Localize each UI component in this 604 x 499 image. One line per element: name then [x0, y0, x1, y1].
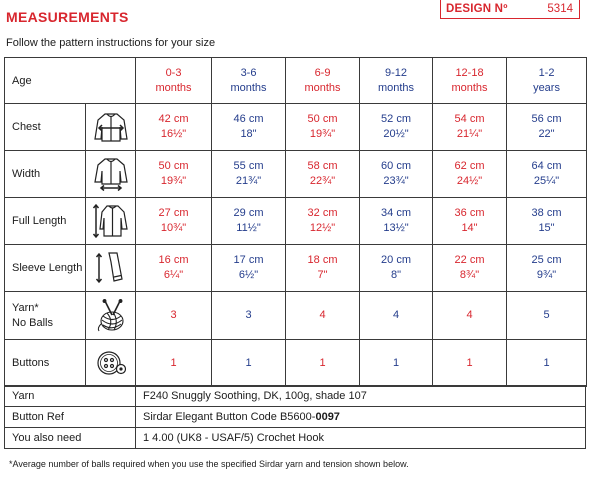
value-cell: 32 cm 12½" — [286, 198, 360, 245]
value-cell: 25 cm 9¾" — [507, 245, 587, 292]
value-cell: 60 cm 23¾" — [360, 151, 433, 198]
design-number: 5314 — [547, 3, 573, 15]
design-number-box — [440, 0, 580, 19]
value-cell: 22 cm 8¾" — [433, 245, 507, 292]
row-label: You also need — [5, 428, 136, 449]
row-value: Sirdar Elegant Button Code B5600-0097 — [136, 407, 586, 428]
subtitle: Follow the pattern instructions for your size — [6, 37, 216, 49]
value-cell: 50 cm 19¾" — [136, 151, 212, 198]
value-cell: 36 cm 14" — [433, 198, 507, 245]
size-header: 3-6 months — [212, 58, 286, 104]
value-cell: 1 — [286, 340, 360, 387]
row-label: Yarn* No Balls — [5, 292, 86, 340]
yarn-balls-row — [5, 292, 587, 340]
value-cell: 50 cm 19¾" — [286, 104, 360, 151]
size-header: 0-3 months — [136, 58, 212, 104]
sleeve-length-row — [5, 245, 587, 292]
yarn-ball-icon — [86, 292, 136, 340]
value-cell: 52 cm 20½" — [360, 104, 433, 151]
value-cell: 27 cm 10¾" — [136, 198, 212, 245]
value-cell: 1 — [212, 340, 286, 387]
row-value: F240 Snuggly Soothing, DK, 100g, shade 107 — [136, 386, 586, 407]
row-label: Sleeve Length — [5, 245, 86, 292]
jacket-width-icon — [86, 151, 136, 198]
value-cell: 1 — [433, 340, 507, 387]
buttons-row — [5, 340, 587, 387]
age-label: Age — [5, 58, 136, 104]
row-label: Full Length — [5, 198, 86, 245]
materials-table — [4, 385, 586, 449]
value-cell: 29 cm 11½" — [212, 198, 286, 245]
value-cell: 4 — [433, 292, 507, 340]
row-label: Button Ref — [5, 407, 136, 428]
row-label: Width — [5, 151, 86, 198]
button-ref-row — [5, 407, 586, 428]
sleeve-length-icon — [86, 245, 136, 292]
row-label: Yarn — [5, 386, 136, 407]
value-cell: 55 cm 21¾" — [212, 151, 286, 198]
value-cell: 4 — [360, 292, 433, 340]
value-cell: 3 — [136, 292, 212, 340]
age-row — [5, 58, 587, 104]
value-cell: 62 cm 24½" — [433, 151, 507, 198]
jacket-chest-icon — [86, 104, 136, 151]
row-value: 1 4.00 (UK8 - USAF/5) Crochet Hook — [136, 428, 586, 449]
jacket-length-icon — [86, 198, 136, 245]
value-cell: 1 — [507, 340, 587, 387]
value-cell: 46 cm 18" — [212, 104, 286, 151]
value-cell: 16 cm 6¼" — [136, 245, 212, 292]
value-cell: 5 — [507, 292, 587, 340]
value-cell: 56 cm 22" — [507, 104, 587, 151]
value-cell: 1 — [360, 340, 433, 387]
footnote: *Average number of balls required when you use the specified Sirdar yarn and tension shown below. — [9, 459, 409, 469]
value-cell: 18 cm 7" — [286, 245, 360, 292]
value-cell: 54 cm 21¼" — [433, 104, 507, 151]
size-header: 12-18 months — [433, 58, 507, 104]
full-length-row — [5, 198, 587, 245]
measurements-table — [4, 57, 587, 387]
value-cell: 3 — [212, 292, 286, 340]
value-cell: 58 cm 22¾" — [286, 151, 360, 198]
size-header: 9-12 months — [360, 58, 433, 104]
size-header: 6-9 months — [286, 58, 360, 104]
value-cell: 1 — [136, 340, 212, 387]
value-cell: 20 cm 8" — [360, 245, 433, 292]
page-title: MEASUREMENTS — [6, 9, 129, 25]
chest-row — [5, 104, 587, 151]
also-need-row — [5, 428, 586, 449]
design-label: DESIGN Nº — [446, 3, 508, 15]
row-label: Buttons — [5, 340, 86, 387]
value-cell: 64 cm 25¼" — [507, 151, 587, 198]
yarn-info-row — [5, 386, 586, 407]
value-cell: 42 cm 16½" — [136, 104, 212, 151]
width-row — [5, 151, 587, 198]
button-icon — [86, 340, 136, 387]
row-label: Chest — [5, 104, 86, 151]
value-cell: 17 cm 6½" — [212, 245, 286, 292]
size-header: 1-2 years — [507, 58, 587, 104]
value-cell: 38 cm 15" — [507, 198, 587, 245]
value-cell: 4 — [286, 292, 360, 340]
value-cell: 34 cm 13½" — [360, 198, 433, 245]
